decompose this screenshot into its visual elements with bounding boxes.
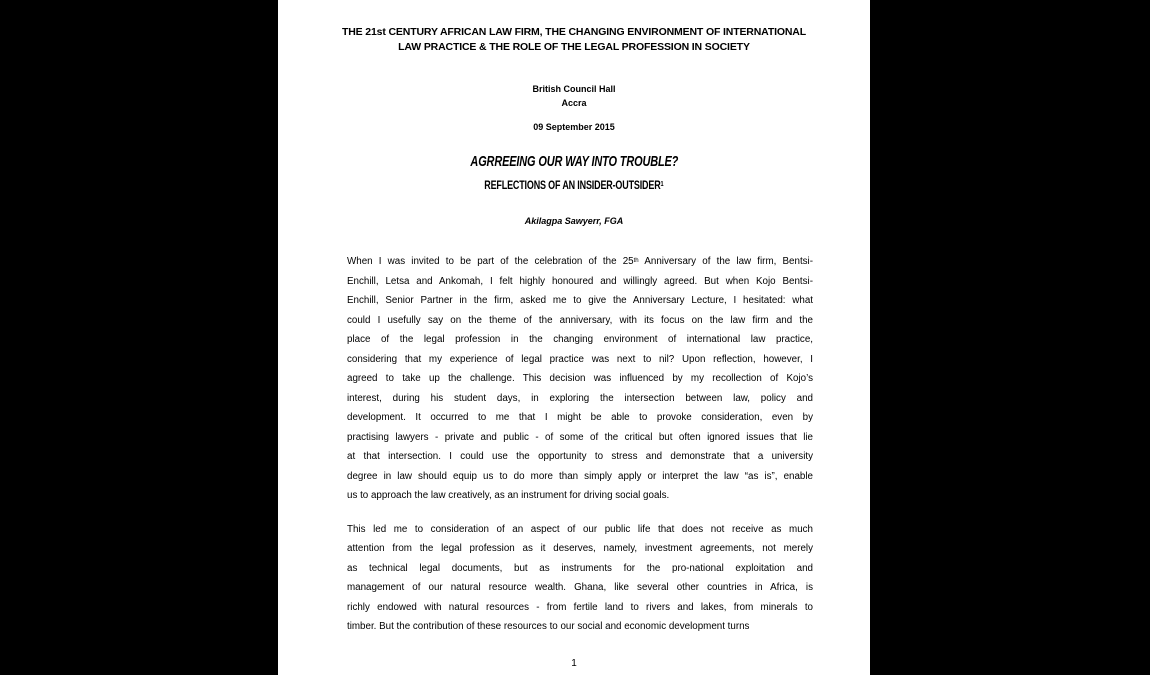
text-line: LAW PRACTICE & THE ROLE OF THE LEGAL PROFESSION IN SOCIETY xyxy=(398,41,750,53)
venue-block xyxy=(278,82,870,110)
text-line: at that intersection. I could use the opportunity to stress and demonstrate that a university xyxy=(347,451,813,462)
text-line: place of the legal profession in the changing environment of international law practice, xyxy=(347,334,813,345)
text-line: agreed to take up the challenge. This decision was influenced by my recollection of Kojo’s xyxy=(347,373,813,384)
text-line: development. It occurred to me that I might be able to provoke consideration, even by xyxy=(347,412,813,423)
page-number: 1 xyxy=(571,658,577,669)
text-line: degree in law should equip us to do more than simply apply or interpret the law “as is”, enable xyxy=(347,470,813,482)
text-line: richly endowed with natural resources - from fertile land to rivers and lakes, from minerals to xyxy=(347,601,813,613)
text-line: THE 21st CENTURY AFRICAN LAW FIRM, THE CHANGING ENVIRONMENT OF INTERNATIONAL xyxy=(341,26,807,38)
lecture-subtitle: REFLECTIONS OF AN INSIDER-OUTSIDER$^1$ xyxy=(484,180,664,192)
conference-title xyxy=(278,0,870,55)
text-line: us to approach the law creatively, as an instrument for driving social goals. xyxy=(347,490,670,501)
lecture-title-row xyxy=(278,153,870,171)
text-line: This led me to consideration of an aspect of our public life that does not receive as much xyxy=(347,523,813,535)
venue-name: British Council Hall xyxy=(532,84,616,94)
text-line: When I was invited to be part of the celebration of the 25th Anniversary of the law firm, Bentsi- xyxy=(347,256,813,267)
text-line: attention from the legal profession as it deserves, namely, investment agreements, not merely xyxy=(347,543,813,554)
document-page xyxy=(278,0,870,675)
text-line: as technical legal documents, but as instruments for the pro-national exploitation and xyxy=(347,562,813,574)
venue-city: Accra xyxy=(561,98,587,108)
text-line: interest, during his student days, in exploring the intersection between law, policy and xyxy=(347,392,813,404)
event-date: 09 September 2015 xyxy=(533,122,615,132)
lecture-subtitle-row xyxy=(278,177,870,194)
text-line: Enchill, Senior Partner in the firm, asked me to give the Anniversary Lecture, I hesitated: what xyxy=(347,295,813,306)
text-line: Enchill, Letsa and Ankomah, I felt highly honoured and willingly agreed. But when Kojo Bentsi- xyxy=(347,275,813,287)
text-line: timber. But the contribution of these resources to our social and economic development turns xyxy=(347,621,750,632)
text-line: could I usefully say on the theme of the anniversary, with its focus on the law firm and the xyxy=(347,314,813,326)
paragraph-2 xyxy=(347,520,813,637)
text-line: considering that my experience of legal practice was next to nil? Upon reflection, however, I xyxy=(347,353,813,365)
paragraph-1 xyxy=(347,252,813,506)
author-name: Akilagpa Sawyerr, FGA xyxy=(524,216,624,226)
text-line: management of our natural resource wealth. Ghana, like several other countries in Africa, is xyxy=(347,582,813,593)
body-text xyxy=(347,252,813,637)
lecture-title: AGRREEING OUR WAY INTO TROUBLE? xyxy=(470,153,678,170)
text-line: practising lawyers - private and public - of some of the critical but often ignored issues that lie xyxy=(347,431,813,443)
